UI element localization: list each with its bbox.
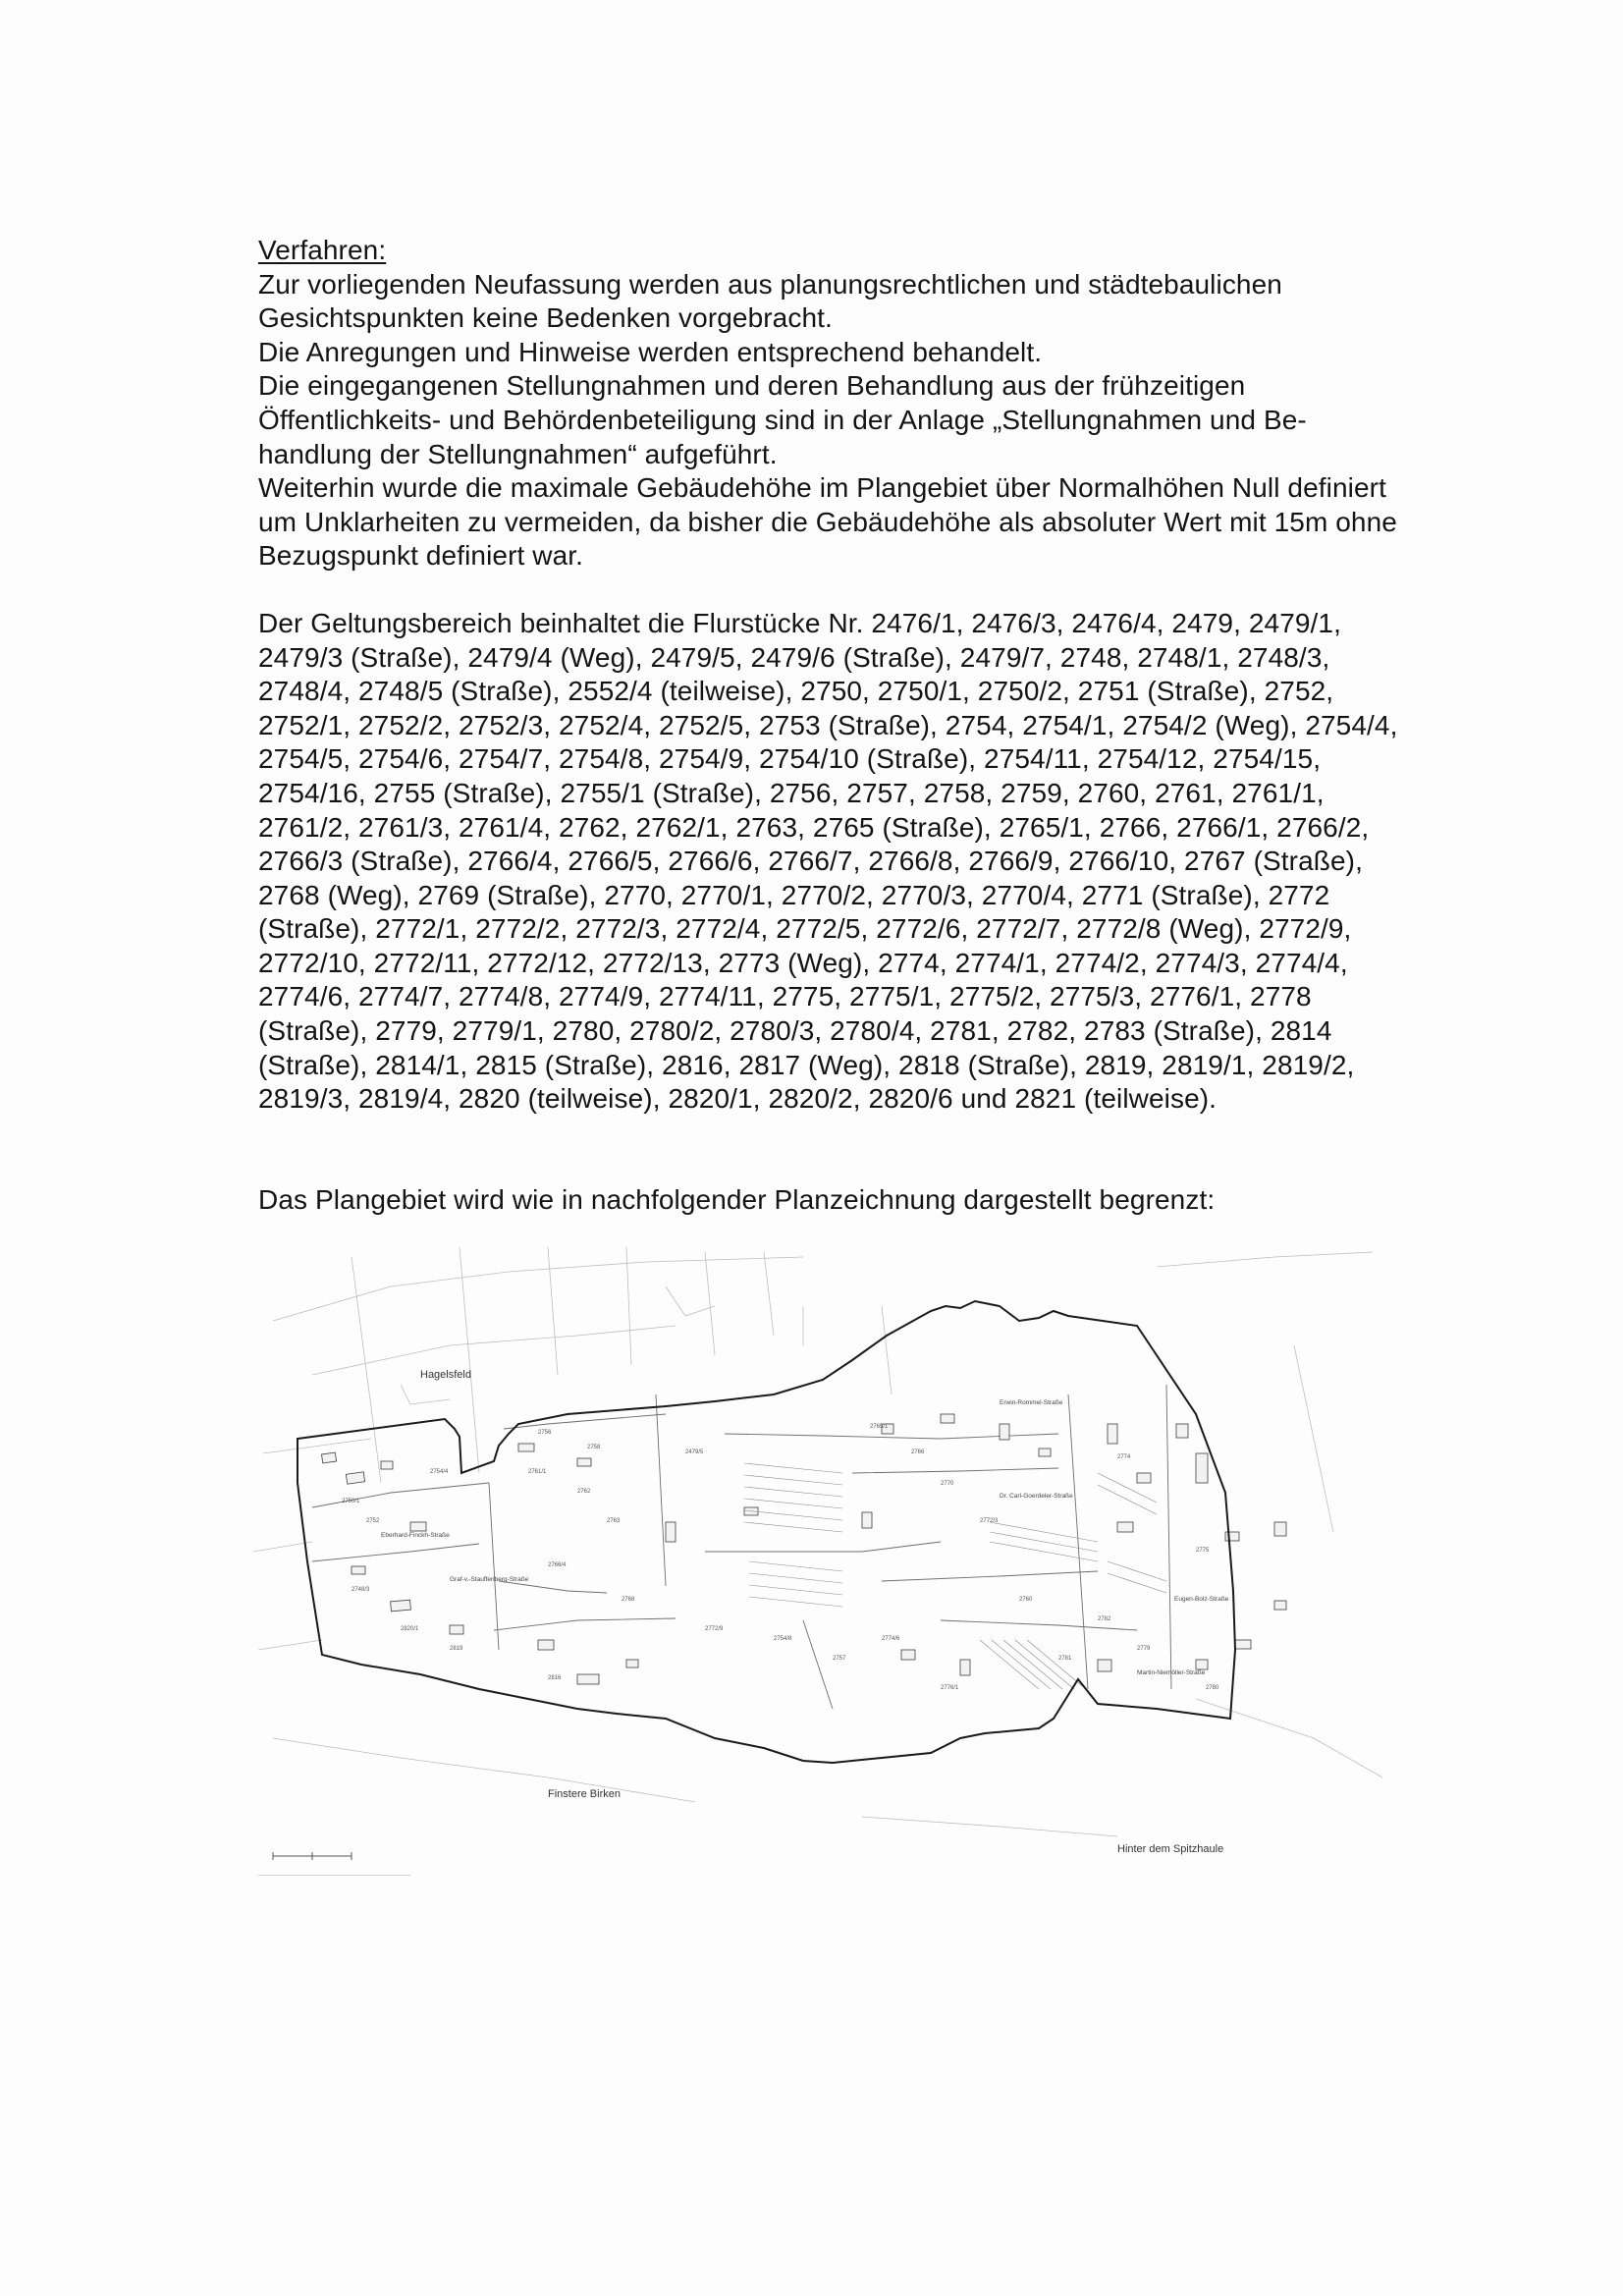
- text-line: (Straße), 2814/1, 2815 (Straße), 2816, 2817 (Weg), 2818 (Straße), 2819, 2819/1, 2819/2,: [258, 1049, 1355, 1080]
- interior-streets: [312, 1385, 1171, 1709]
- text-line: 2772/10, 2772/11, 2772/12, 2772/13, 2773 (Weg), 2774, 2774/1, 2774/2, 2774/3, 2774/4,: [258, 947, 1348, 978]
- document-text: [258, 234, 1417, 1217]
- parcel-number-labels: [342, 1424, 1219, 1691]
- text-line: Bezugspunkt definiert war.: [258, 540, 584, 572]
- street-label: Eberhard-Finckh-Straße: [381, 1532, 450, 1539]
- parcel-label: 2760: [1019, 1597, 1033, 1603]
- parcel-label: 2781: [1058, 1656, 1072, 1662]
- text-line: 2479/3 (Straße), 2479/4 (Weg), 2479/5, 2479/6 (Straße), 2479/7, 2748, 2748/1, 2748/3,: [258, 641, 1330, 673]
- text-line: 2752/1, 2752/2, 2752/3, 2752/4, 2752/5, 2753 (Straße), 2754, 2754/1, 2754/2 (Weg), 2754/4,: [258, 709, 1398, 740]
- section-heading: Verfahren:: [258, 235, 387, 265]
- parcel-label: 2762: [577, 1489, 591, 1495]
- procedure-paragraph: [258, 268, 1417, 574]
- parcel-label: 2750/1: [342, 1499, 360, 1504]
- street-label: Martin-Niemöller-Straße: [1137, 1669, 1206, 1676]
- parcel-label: 2820/1: [401, 1626, 419, 1632]
- parcel-label: 2754/8: [774, 1636, 792, 1642]
- street-label: Graf-v.-Stauffenberg-Straße: [450, 1576, 529, 1583]
- text-line: 2761/2, 2761/3, 2761/4, 2762, 2762/1, 2763, 2765 (Straße), 2765/1, 2766, 2766/1, 2766/2,: [258, 811, 1370, 843]
- text-line: (Straße), 2779, 2779/1, 2780, 2780/2, 2780/3, 2780/4, 2781, 2782, 2783 (Straße), 2814: [258, 1015, 1332, 1047]
- parcel-label: 2748/3: [352, 1587, 370, 1593]
- text-line: 2754/5, 2754/6, 2754/7, 2754/8, 2754/9, 2754/10 (Straße), 2754/11, 2754/12, 2754/15,: [258, 743, 1322, 775]
- text-line: handlung der Stellungnahmen“ aufgeführt.: [258, 438, 778, 469]
- parcel-label: 2752: [366, 1518, 380, 1524]
- place-label-finstere-birken: Finstere Birken: [548, 1788, 621, 1800]
- text-line: 2754/16, 2755 (Straße), 2755/1 (Straße), 2756, 2757, 2758, 2759, 2760, 2761, 2761/1,: [258, 777, 1325, 808]
- text-line: Die eingegangenen Stellungnahmen und deren Behandlung aus der frühzeitigen: [258, 370, 1246, 402]
- text-line: Gesichtspunkten keine Bedenken vorgebracht.: [258, 302, 833, 334]
- parcel-label: 2768: [622, 1597, 635, 1603]
- scale-bar: [258, 1852, 410, 1876]
- place-label-hinter-dem-spitzhaule: Hinter dem Spitzhaule: [1117, 1843, 1224, 1855]
- text-line: 2766/3 (Straße), 2766/4, 2766/5, 2766/6, 2766/7, 2766/8, 2766/9, 2766/10, 2767 (Straße),: [258, 846, 1363, 877]
- site-plan-map: [253, 1228, 1392, 1876]
- parcel-label: 2770: [941, 1481, 954, 1487]
- text-line: Weiterhin wurde die maximale Gebäudehöhe im Plangebiet über Normalhöhen Null definiert: [258, 472, 1386, 504]
- parcel-label: 2766: [911, 1449, 925, 1455]
- map-caption: Das Plangebiet wird wie in nachfolgender Planzeichnung dargestellt begrenzt:: [258, 1183, 1216, 1215]
- street-label: Dr. Carl-Goerdeler-Straße: [1000, 1493, 1073, 1500]
- text-line: Die Anregungen und Hinweise werden entsprechend behandelt.: [258, 336, 1043, 367]
- parcel-label: 2775: [1196, 1548, 1210, 1554]
- parcel-label: 2774: [1117, 1454, 1131, 1460]
- parcel-label: 2816: [548, 1675, 562, 1681]
- parcel-label: 2772/9: [705, 1626, 724, 1632]
- site-plan-drawing: [253, 1228, 1392, 1876]
- text-line: Zur vorliegenden Neufassung werden aus planungsrechtlichen und städtebaulichen: [258, 268, 1282, 300]
- scope-paragraph: [258, 607, 1417, 1117]
- parcel-label: 2756: [538, 1430, 552, 1436]
- parcel-label: 2779: [1137, 1646, 1151, 1652]
- parcel-label: 2761/1: [528, 1469, 547, 1475]
- text-line: 2748/4, 2748/5 (Straße), 2552/4 (teilweise), 2750, 2750/1, 2750/2, 2751 (Straße), 2752,: [258, 676, 1334, 707]
- parcel-label: 2782: [1098, 1616, 1111, 1622]
- parcel-label: 2765/1: [870, 1424, 889, 1430]
- parcel-label: 2757: [833, 1656, 846, 1662]
- place-label-hagelsfeld: Hagelsfeld: [420, 1369, 471, 1381]
- text-line: um Unklarheiten zu vermeiden, da bisher die Gebäudehöhe als absoluter Wert mit 15m ohne: [258, 506, 1397, 537]
- parcel-label: 2772/3: [980, 1518, 999, 1524]
- parcel-label: 2819: [450, 1646, 463, 1652]
- text-line: Öffentlichkeits- und Behördenbeteiligung sind in der Anlage „Stellungnahmen und Be-: [258, 404, 1307, 435]
- parcel-label: 2776/1: [941, 1685, 959, 1691]
- text-line: (Straße), 2772/1, 2772/2, 2772/3, 2772/4, 2772/5, 2772/6, 2772/7, 2772/8 (Weg), 2772/9,: [258, 913, 1352, 945]
- text-line: 2768 (Weg), 2769 (Straße), 2770, 2770/1, 2770/2, 2770/3, 2770/4, 2771 (Straße), 2772: [258, 879, 1330, 910]
- text-line: Der Geltungsbereich beinhaltet die Flurstücke Nr. 2476/1, 2476/3, 2476/4, 2479, 2479/1,: [258, 607, 1341, 638]
- parcel-label: 2763: [607, 1518, 621, 1524]
- text-line: 2774/6, 2774/7, 2774/8, 2774/9, 2774/11, 2775, 2775/1, 2775/2, 2775/3, 2776/1, 2778: [258, 981, 1312, 1012]
- text-line: 2819/3, 2819/4, 2820 (teilweise), 2820/1, 2820/2, 2820/6 und 2821 (teilweise).: [258, 1083, 1217, 1115]
- parcel-label: 2479/5: [685, 1449, 704, 1455]
- parcel-label: 2754/4: [430, 1469, 449, 1475]
- parcel-label: 2766/4: [548, 1562, 567, 1568]
- parcel-label: 2780: [1206, 1685, 1219, 1691]
- parcel-label: 2758: [587, 1445, 601, 1450]
- background-parcel-lines: [253, 1247, 1382, 1836]
- building-footprints: [322, 1414, 1286, 1684]
- parcel-label: 2774/6: [882, 1636, 900, 1642]
- street-label: Eugen-Bolz-Straße: [1174, 1596, 1229, 1603]
- street-label: Erwin-Rommel-Straße: [1000, 1399, 1063, 1406]
- hatched-areas: [744, 1463, 1166, 1689]
